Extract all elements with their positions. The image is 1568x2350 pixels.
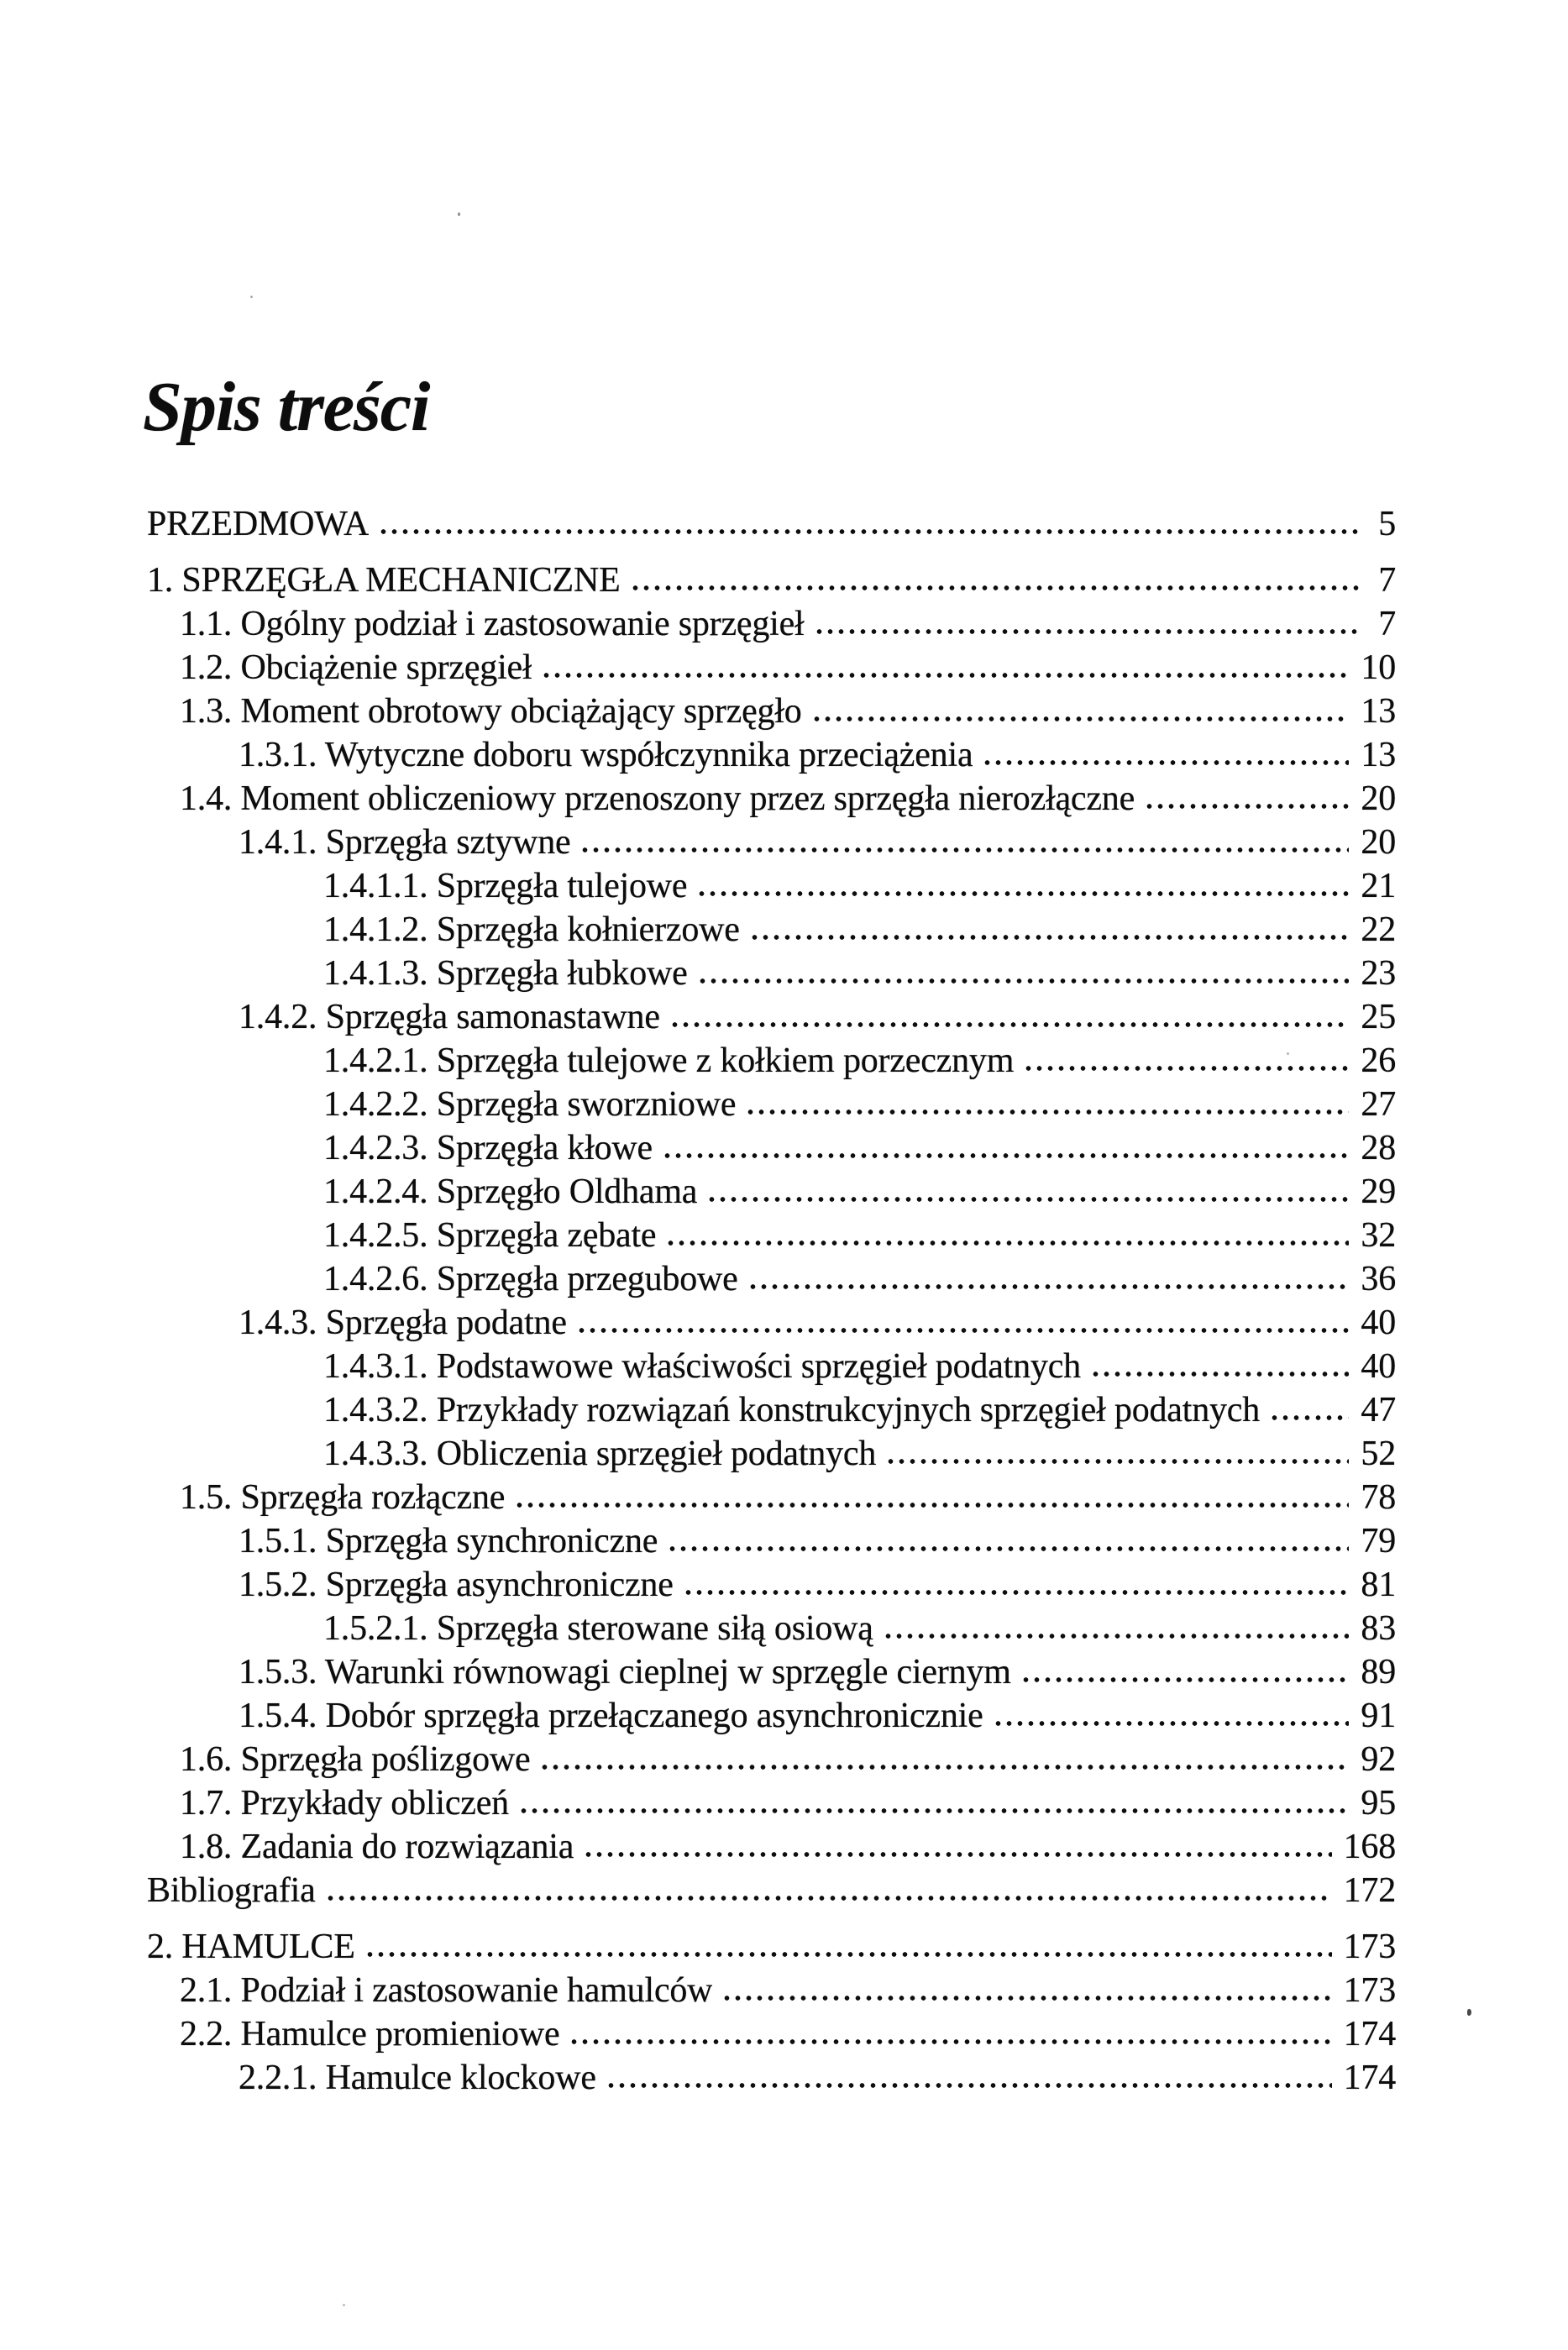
dot-leader: [747, 1283, 1350, 1290]
toc-entry-text: 1.4.3.1. Podstawowe właściwości sprzęgieł podatnych: [323, 1347, 1081, 1386]
dot-leader: [696, 890, 1349, 897]
toc-entry-text: 1. SPRZĘGŁA MECHANICZNE: [147, 561, 621, 600]
toc-entry: [147, 1345, 1396, 1388]
toc-entry: [147, 777, 1396, 821]
toc-entry-page: 23: [1361, 954, 1396, 993]
toc-entry: [147, 1650, 1396, 1694]
dot-leader: [1269, 1414, 1349, 1421]
dot-leader: [883, 1633, 1350, 1639]
toc-entry: [147, 1738, 1396, 1781]
toc-entry: [147, 1925, 1396, 1969]
toc-entry-page: 5: [1378, 505, 1396, 543]
toc-entry: [147, 821, 1396, 864]
toc-entry-page: 47: [1361, 1391, 1396, 1429]
dot-leader: [1090, 1371, 1349, 1377]
toc-entry-text: 2.2.1. Hamulce klockowe: [239, 2059, 596, 2097]
toc-entry-page: 20: [1361, 779, 1396, 818]
dot-leader: [514, 1502, 1349, 1508]
dot-leader: [811, 716, 1350, 722]
dot-leader: [378, 528, 1359, 535]
dot-leader: [1144, 803, 1349, 810]
toc-entry-page: 79: [1361, 1522, 1396, 1561]
toc-entry-text: 1.4. Moment obliczeniowy przenoszony przez sprzęgła nierozłączne: [180, 779, 1135, 818]
dot-leader: [1020, 1676, 1350, 1683]
toc-entry-text: 1.4.1.2. Sprzęgła kołnierzowe: [323, 910, 740, 949]
dot-leader: [721, 1995, 1331, 2001]
toc-entry-page: 40: [1361, 1304, 1396, 1342]
toc-entry-text: 1.4.3. Sprzęgła podatne: [239, 1304, 567, 1342]
page-title: Spis treści: [143, 368, 430, 446]
toc-entry-page: 10: [1361, 648, 1396, 687]
dot-leader: [885, 1458, 1349, 1465]
toc-entry-page: 28: [1361, 1129, 1396, 1167]
toc-entry: [147, 1126, 1396, 1170]
toc-entry: [147, 1781, 1396, 1825]
toc-entry-page: 78: [1361, 1478, 1396, 1517]
toc-entry-page: 91: [1361, 1697, 1396, 1735]
toc-entry: [147, 1825, 1396, 1869]
toc-entry-page: 40: [1361, 1347, 1396, 1386]
toc-entry-page: 22: [1361, 910, 1396, 949]
toc-entry-page: 20: [1361, 823, 1396, 862]
dot-leader: [579, 847, 1349, 853]
dot-leader: [669, 1021, 1350, 1028]
scan-speck: [1467, 2009, 1471, 2016]
toc-entry-text: 1.2. Obciążenie sprzęgieł: [180, 648, 532, 687]
toc-entry: [147, 995, 1396, 1039]
toc-entry-text: 1.3.1. Wytyczne doboru współczynnika przeciążenia: [239, 736, 973, 774]
toc-entry-page: 13: [1361, 692, 1396, 731]
toc-entry: [147, 1476, 1396, 1519]
toc-entry-page: 13: [1361, 736, 1396, 774]
dot-leader: [749, 934, 1350, 941]
toc-entry: [147, 1257, 1396, 1301]
dot-leader: [606, 2082, 1332, 2089]
toc-entry-text: Bibliografia: [147, 1871, 316, 1910]
toc-entry-text: 1.5.3. Warunki równowagi cieplnej w sprzęgle ciernym: [239, 1653, 1011, 1692]
toc-entry-page: 32: [1361, 1216, 1396, 1255]
toc-entry-page: 173: [1343, 1928, 1396, 1966]
toc-entry-page: 26: [1361, 1041, 1396, 1080]
toc-entry-text: 1.4.2.3. Sprzęgła kłowe: [323, 1129, 653, 1167]
toc-entry-text: 1.7. Przykłady obliczeń: [180, 1784, 509, 1823]
toc-entry-text: 1.4.2.6. Sprzęgła przegubowe: [323, 1260, 738, 1298]
toc-entry: [147, 559, 1396, 602]
toc-entry-text: 1.4.1.3. Sprzęgła łubkowe: [323, 954, 688, 993]
scan-speck: [250, 296, 253, 298]
toc-entry: [147, 1039, 1396, 1083]
dot-leader: [706, 1196, 1349, 1203]
toc-entry: [147, 502, 1396, 546]
toc-entry-page: 174: [1343, 2015, 1396, 2054]
toc-entry-page: 168: [1343, 1828, 1396, 1866]
dot-leader: [697, 978, 1350, 984]
dot-leader: [541, 672, 1349, 679]
toc-entry: [147, 1969, 1396, 2012]
dot-leader: [576, 1327, 1350, 1334]
toc-entry-text: 1.4.2.1. Sprzęgła tulejowe z kołkiem porzecznym: [323, 1041, 1015, 1080]
toc-entry-text: 1.4.2. Sprzęgła samonastawne: [239, 998, 660, 1036]
toc-entry-page: 172: [1343, 1871, 1396, 1910]
dot-leader: [662, 1152, 1349, 1159]
dot-leader: [745, 1109, 1349, 1115]
toc-entry-text: 1.5.1. Sprzęgła synchroniczne: [239, 1522, 658, 1561]
toc-entry-page: 92: [1361, 1740, 1396, 1779]
toc-entry-text: 1.4.3.3. Obliczenia sprzęgieł podatnych: [323, 1435, 877, 1473]
toc-entry: [147, 1519, 1396, 1563]
toc-entry: [147, 1083, 1396, 1126]
toc-entry: [147, 1388, 1396, 1432]
toc-entry: [147, 1563, 1396, 1607]
toc-entry-text: 1.5.2.1. Sprzęgła sterowane siłą osiową: [323, 1609, 873, 1648]
toc-entry: [147, 1607, 1396, 1650]
toc-entry: [147, 2012, 1396, 2056]
dot-leader: [667, 1545, 1349, 1552]
toc-entry-text: 1.6. Sprzęgła poślizgowe: [180, 1740, 531, 1779]
toc-entry-page: 173: [1343, 1971, 1396, 2010]
toc-entry-text: PRZEDMOWA: [147, 505, 370, 543]
toc-entry-text: 1.5. Sprzęgła rozłączne: [180, 1478, 506, 1517]
toc-entry: [147, 1301, 1396, 1345]
toc-entry-text: 2.2. Hamulce promieniowe: [180, 2015, 560, 2054]
toc-list: [147, 502, 1396, 2100]
toc-entry-text: 1.4.2.4. Sprzęgło Oldhama: [323, 1172, 698, 1211]
toc-entry-text: 1.5.2. Sprzęgła asynchroniczne: [239, 1566, 674, 1604]
toc-entry-page: 95: [1361, 1784, 1396, 1823]
toc-entry: [147, 1432, 1396, 1476]
scan-speck: [1287, 1052, 1289, 1055]
toc-entry: [147, 602, 1396, 646]
dot-leader: [665, 1240, 1349, 1246]
toc-entry-text: 1.5.4. Dobór sprzęgła przełączanego asynchronicznie: [239, 1697, 983, 1735]
toc-entry: [147, 1694, 1396, 1738]
dot-leader: [814, 628, 1359, 635]
dot-leader: [630, 585, 1359, 591]
dot-leader: [364, 1951, 1332, 1958]
toc-entry-page: 83: [1361, 1609, 1396, 1648]
toc-entry-page: 25: [1361, 998, 1396, 1036]
dot-leader: [993, 1720, 1350, 1727]
toc-entry-page: 89: [1361, 1653, 1396, 1692]
toc-entry-page: 81: [1361, 1566, 1396, 1604]
toc-entry-page: 7: [1378, 561, 1396, 600]
toc-entry: [147, 733, 1396, 777]
dot-leader: [539, 1764, 1349, 1770]
dot-leader: [982, 759, 1349, 766]
toc-entry-page: 21: [1361, 867, 1396, 905]
dot-leader: [683, 1589, 1350, 1596]
toc-entry-text: 1.1. Ogólny podział i zastosowanie sprzęgieł: [180, 605, 805, 643]
toc-entry: [147, 908, 1396, 952]
toc-entry-text: 1.8. Zadania do rozwiązania: [180, 1828, 574, 1866]
toc-entry: [147, 690, 1396, 733]
dot-leader: [569, 2038, 1331, 2045]
toc-entry: [147, 1869, 1396, 1912]
toc-entry-text: 1.4.2.5. Sprzęgła zębate: [323, 1216, 657, 1255]
toc-entry: [147, 646, 1396, 690]
toc-entry: [147, 864, 1396, 908]
toc-entry: [147, 952, 1396, 995]
toc-entry-page: 52: [1361, 1435, 1396, 1473]
toc-entry: [147, 1170, 1396, 1214]
toc-entry-text: 1.4.1. Sprzęgła sztywne: [239, 823, 571, 862]
toc-entry-text: 2.1. Podział i zastosowanie hamulców: [180, 1971, 713, 2010]
toc-entry-text: 1.4.2.2. Sprzęgła sworzniowe: [323, 1085, 737, 1124]
toc-entry-page: 29: [1361, 1172, 1396, 1211]
toc-entry-page: 174: [1343, 2059, 1396, 2097]
toc-entry-text: 2. HAMULCE: [147, 1928, 355, 1966]
toc-entry: [147, 2056, 1396, 2100]
dot-leader: [583, 1851, 1331, 1858]
dot-leader: [1023, 1065, 1349, 1072]
toc-entry-page: 27: [1361, 1085, 1396, 1124]
scan-speck: [458, 212, 460, 216]
scan-speck: [343, 2304, 345, 2306]
toc-entry-page: 36: [1361, 1260, 1396, 1298]
toc-entry-text: 1.3. Moment obrotowy obciążający sprzęgło: [180, 692, 802, 731]
toc-entry: [147, 1214, 1396, 1257]
toc-entry-text: 1.4.3.2. Przykłady rozwiązań konstrukcyjnych sprzęgieł podatnych: [323, 1391, 1261, 1429]
dot-leader: [325, 1895, 1332, 1902]
toc-entry-text: 1.4.1.1. Sprzęgła tulejowe: [323, 867, 688, 905]
toc-entry-page: 7: [1378, 605, 1396, 643]
dot-leader: [518, 1807, 1349, 1814]
